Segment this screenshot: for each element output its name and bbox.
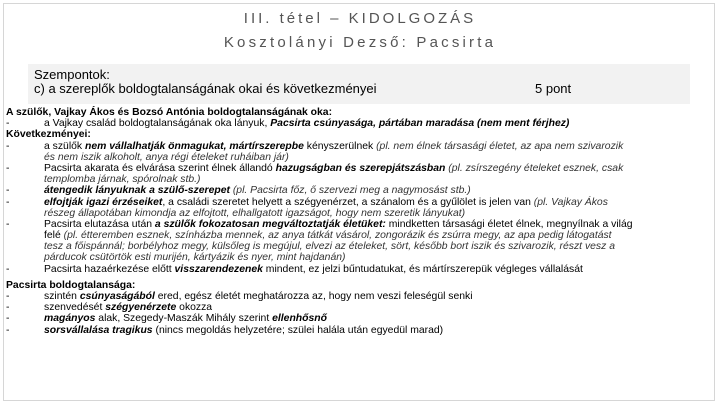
emphasis-text: csúnyaságából — [79, 291, 155, 302]
plain-text: Pacsirta elutazása után — [44, 218, 155, 230]
consequence-line — [6, 174, 712, 185]
plain-text: alak, Szegedy-Maszák Mihály szerint — [95, 313, 273, 325]
list-item — [6, 325, 712, 336]
bullet-dash: - — [6, 185, 10, 197]
bullet-dash: - — [6, 162, 10, 174]
emphasis-text: és nem iszik alkoholt, anya régi ételeket ruháiban jár) — [44, 151, 289, 163]
pacsirta-list — [6, 291, 712, 336]
list-item-text — [6, 313, 327, 324]
slide-header — [0, 0, 720, 62]
plain-text: , a családi szeretet helyett a szégyenérzet, a szánalom és a gyűlölet is jelen van — [162, 196, 534, 208]
emphasis-text: tesz a főispánnál; borbélyhoz megy, külsőleg is megújul, elvezi az ételeket, sört, később bort iszik és szivarozik, részt vesz a — [44, 241, 615, 253]
list-item — [6, 313, 712, 324]
consequence-line — [6, 219, 712, 230]
points-label: 5 pont — [535, 81, 572, 96]
consequence-text — [6, 252, 345, 263]
consequence-line — [6, 208, 712, 219]
list-item — [6, 302, 712, 313]
consequence-text — [6, 219, 633, 230]
emphasis-text: ellenhősnő — [272, 313, 327, 325]
bullet-dash: - — [6, 313, 10, 325]
consequence-list — [6, 141, 712, 275]
consequence-line — [6, 264, 712, 275]
criteria-heading: Szempontok: — [34, 67, 110, 82]
consequence-line — [6, 241, 712, 252]
consequence-text — [6, 185, 471, 196]
bullet-dash: - — [6, 118, 10, 130]
cause-text: a Vajkay család boldogtalanságának oka lányuk, — [44, 118, 271, 130]
consequence-line — [6, 252, 712, 263]
consequence-text — [6, 241, 615, 252]
emphasis-text: (pl. Pacsirta főz, ő szervezi meg a nagymosást stb.) — [229, 185, 471, 197]
consequence-line — [6, 163, 712, 174]
emphasis-text: (pl. zsírszegény ételeket esznek, csak — [445, 162, 624, 174]
consequence-text — [6, 174, 201, 185]
slide-subtitle: Kosztolányi Dezső: Pacsirta — [223, 34, 497, 51]
bullet-dash: - — [6, 218, 10, 230]
emphasis-text: templomba járnak, spórolnak stb.) — [44, 174, 201, 186]
plain-text: Pacsirta hazaérkezése előtt — [44, 263, 175, 275]
emphasis-text: szégyenérzete — [105, 302, 177, 314]
plain-text: mindketten társasági életet élnek, megnyílnak a világ — [385, 218, 633, 230]
emphasis-text: (pl. nem élnek társasági életet, az apa nem szivarozik — [376, 140, 624, 152]
plain-text: mindent, ez jelzi bűntudatukat, és mártírszerepük végleges vállalását — [262, 263, 583, 275]
consequence-text — [6, 141, 623, 152]
emphasis-text: magányos — [44, 313, 96, 325]
emphasis-text: elfojtják igazi érzéseiket — [44, 196, 163, 208]
plain-text: Pacsirta akarata és elvárása szerint élnek állandó — [44, 162, 276, 174]
emphasis-text: nem vállalhatják önmagukat, mártírszerepbe — [85, 140, 304, 152]
list-item-text — [6, 291, 473, 302]
bullet-dash: - — [6, 263, 10, 275]
consequence-line — [6, 230, 712, 241]
consequences-heading: Következményei: — [6, 129, 91, 141]
section2-heading: Pacsirta boldogtalansága: — [6, 279, 136, 291]
consequence-line — [6, 152, 712, 163]
slide-title: III. tétel – KIDOLGOZÁS — [243, 10, 477, 27]
plain-text: okozza — [176, 302, 213, 314]
consequence-line — [6, 197, 712, 208]
plain-text: (nincs megoldás helyzetére; szülei halála után egyedül marad) — [152, 324, 444, 336]
consequence-line — [6, 185, 712, 196]
emphasis-text: sorsvállalása tragikus — [44, 324, 153, 336]
plain-text: kényszerülnek — [303, 140, 377, 152]
consequence-text — [6, 152, 289, 163]
bullet-dash: - — [6, 324, 10, 336]
plain-text: a szülők — [44, 140, 86, 152]
bullet-dash: - — [6, 291, 10, 302]
section1-heading: A szülők, Vajkay Ákos és Bozsó Antónia boldogtalanságának oka: — [6, 107, 333, 118]
bullet-dash: - — [6, 302, 10, 314]
list-item — [6, 291, 712, 302]
list-item-text — [6, 325, 443, 336]
consequence-text — [6, 264, 583, 275]
plain-text: felé — [44, 230, 64, 242]
list-item-text — [6, 302, 212, 313]
plain-text: szenvedését — [44, 302, 106, 314]
emphasis-text: visszarendezenek — [174, 263, 263, 275]
bullet-dash: - — [6, 196, 10, 208]
cause-item — [6, 118, 712, 129]
consequence-text — [6, 163, 623, 174]
plain-text: ered, egész életét meghatározza az, hogy nem veszi feleségül senki — [154, 291, 473, 302]
consequence-text — [6, 230, 612, 241]
bullet-dash: - — [6, 140, 10, 152]
consequence-text — [6, 197, 608, 208]
emphasis-text: párducok csütörtök esti murijén, kártyázik és nyer, mint hajdanán) — [44, 252, 346, 264]
slide-body — [6, 107, 712, 336]
emphasis-text: részeg állapotában kimondja az elfojtott, elhallgatott igazságot, hogy nem szeretik lányukat) — [44, 207, 466, 219]
consequence-text — [6, 208, 465, 219]
cause-emphasis: Pacsirta csúnyasága, pártában maradása (nem ment férjhez) — [270, 118, 570, 130]
emphasis-text: (pl. étteremben esznek, színházba mennek, az anya tátkát vásárol, zongorázik és zsúrra megy, az apa pedig látogatást — [63, 230, 612, 242]
criteria-box — [28, 64, 690, 104]
plain-text: szintén — [44, 291, 80, 302]
criteria-task: c) a szereplők boldogtalanságának okai és következményei — [34, 81, 377, 96]
consequence-line — [6, 141, 712, 152]
emphasis-text: átengedik lányuknak a szülő-szerepet — [44, 185, 230, 197]
emphasis-text: a szülők fokozatosan megváltoztatják életüket: — [154, 218, 386, 230]
emphasis-text: (pl. Vajkay Ákos — [533, 196, 608, 208]
emphasis-text: hazugságban és szerepjátszásban — [275, 162, 446, 174]
